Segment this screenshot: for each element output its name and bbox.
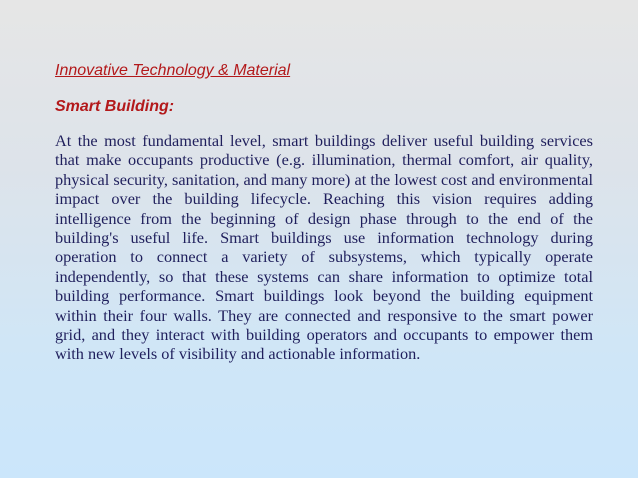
topic-title: Innovative Technology & Material [55, 62, 291, 79]
section-heading: Smart Building: [55, 98, 175, 115]
body-paragraph: At the most fundamental level, smart buildings deliver useful building services that make occupants productive (e.g. illumination, thermal comfort, air quality, physical security, sanitation, and many more) at the lowest cost and environmental impact over the building lifecycle. Reaching this vision requires adding intelligence from the beginning of design phase through to the end of the building's useful life. Smart buildings use information technology during operation to connect a variety of subsystems, which typically operate independently, so that these systems can share information to optimize total building performance. Smart buildings look beyond the building equipment within their four walls. They are connected and responsive to the smart power grid, and they interact with building operators and occupants to empower them with new levels of visibility and actionable information. [55, 131, 593, 364]
